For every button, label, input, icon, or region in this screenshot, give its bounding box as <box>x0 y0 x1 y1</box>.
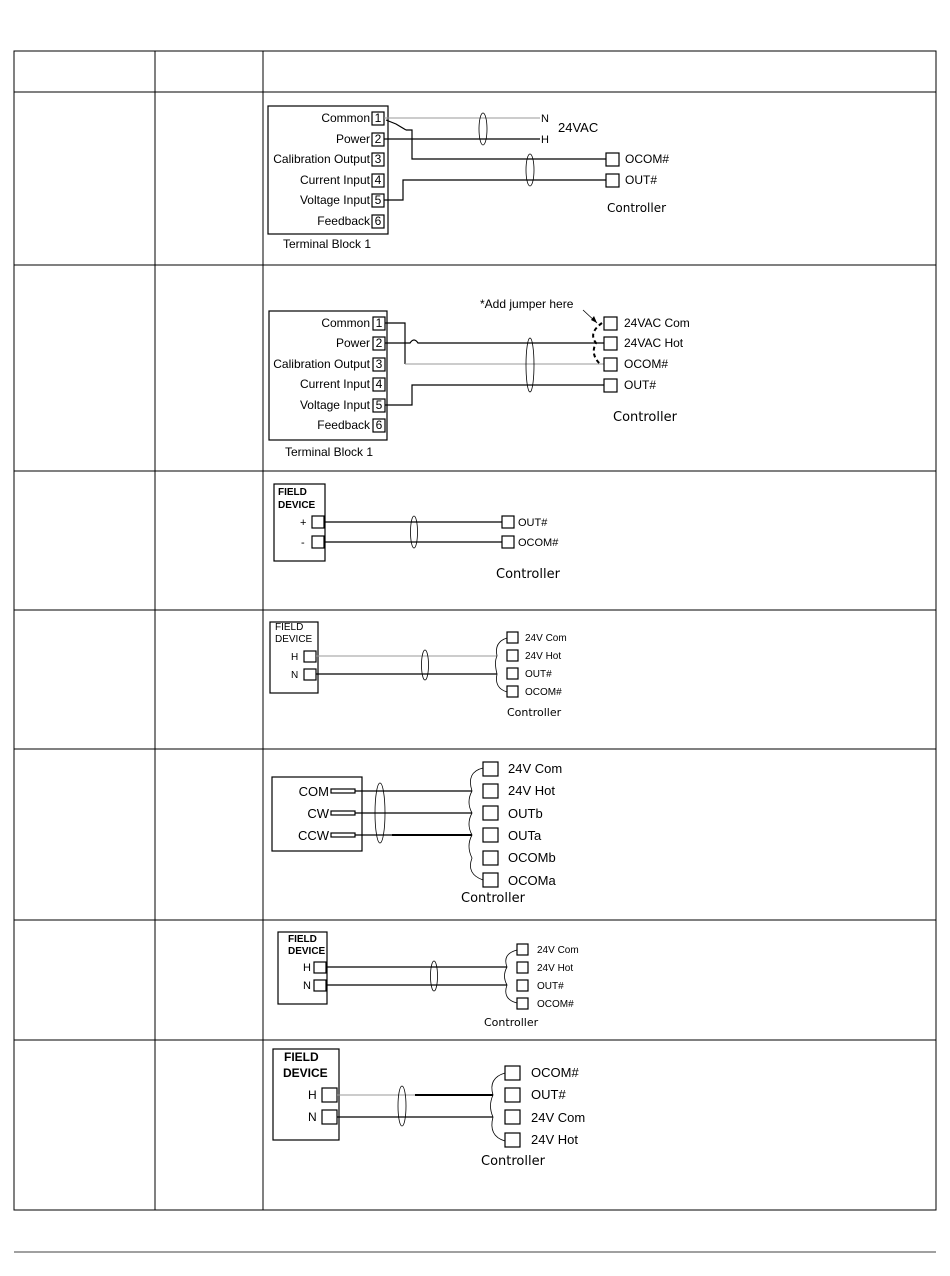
controller-terminal-label: OCOM# <box>624 357 669 371</box>
controller-label: Controller <box>507 706 562 719</box>
terminal-label: Current Input <box>299 377 370 391</box>
supply-label: 24VAC <box>558 120 599 135</box>
controller-label: Controller <box>613 410 677 425</box>
terminal-label: Calibration Output <box>273 152 370 166</box>
terminal-number: 2 <box>375 336 383 350</box>
block-label: Terminal Block 1 <box>285 445 374 459</box>
terminal-label: Feedback <box>317 418 370 432</box>
controller-terminal-label: OCOM# <box>531 1065 579 1080</box>
controller-terminal-label: OUT# <box>537 981 564 992</box>
controller-terminal-label: 24V Hot <box>525 651 562 662</box>
controller-terminal-label: 24VAC Com <box>624 316 690 330</box>
controller-terminal-label: OCOMa <box>508 873 556 888</box>
terminal-label: Voltage Input <box>299 398 370 412</box>
device-terminal-label: H <box>303 962 311 974</box>
terminal-label: Power <box>335 336 370 350</box>
controller-terminal-label: 24V Hot <box>508 783 555 798</box>
terminal-label: Voltage Input <box>299 193 370 207</box>
controller-label: Controller <box>481 1154 545 1169</box>
controller-terminal-label: OUTa <box>508 828 542 843</box>
terminal-label: Common <box>321 111 370 125</box>
controller-terminal-label: OUT# <box>518 517 548 529</box>
row-7-diagram <box>273 1049 585 1169</box>
device-terminal-label: - <box>301 537 305 549</box>
controller-terminal-label: 24V Com <box>537 945 579 956</box>
controller-label: Controller <box>496 567 560 582</box>
terminal-number: 1 <box>374 111 382 125</box>
block-label: Terminal Block 1 <box>283 237 372 251</box>
terminal-number: 4 <box>374 173 382 187</box>
controller-terminal-label: 24V Hot <box>531 1132 578 1147</box>
device-terminal-label: + <box>300 517 307 529</box>
controller-terminal-label: OUT# <box>624 378 657 392</box>
controller-terminal-label: OCOM# <box>537 999 574 1010</box>
terminal-label: Calibration Output <box>273 357 370 371</box>
terminal-number: 5 <box>374 193 382 207</box>
controller-label: Controller <box>484 1016 539 1029</box>
terminal-number: 2 <box>374 132 382 146</box>
terminal-number: 6 <box>374 214 382 228</box>
device-title: FIELD <box>284 1050 319 1064</box>
controller-terminal-label: OCOM# <box>525 687 562 698</box>
controller-terminal-label: OCOM# <box>518 537 559 549</box>
device-title: DEVICE <box>275 634 313 645</box>
controller-terminal-label: OUT# <box>531 1087 566 1102</box>
controller-terminal-label: 24V Com <box>531 1110 586 1125</box>
terminal-number: 3 <box>374 152 382 166</box>
device-title: FIELD <box>288 934 317 945</box>
table-grid <box>14 51 936 1210</box>
device-title: FIELD <box>278 487 307 498</box>
device-title: DEVICE <box>283 1066 328 1080</box>
terminal-number: 3 <box>375 357 383 371</box>
terminal-number: 4 <box>375 377 383 391</box>
device-title: DEVICE <box>278 500 316 511</box>
jumper-note: *Add jumper here <box>480 297 574 311</box>
controller-terminal-labels <box>531 1065 585 1147</box>
controller-terminal-label: 24V Hot <box>537 963 574 974</box>
terminal-number: 1 <box>375 316 383 330</box>
row-1-diagram <box>268 106 669 251</box>
controller-label: Controller <box>461 891 525 906</box>
device-title: DEVICE <box>288 946 326 957</box>
terminal-label: Current Input <box>299 173 370 187</box>
device-terminal-label: CCW <box>297 828 329 843</box>
row-6-diagram <box>278 932 579 1029</box>
supply-h-label: H <box>541 134 549 146</box>
terminal-label: Power <box>335 132 370 146</box>
terminal-label: Common <box>321 316 370 330</box>
controller-terminal-label: 24V Com <box>508 761 563 776</box>
device-terminal-label: N <box>291 670 299 681</box>
supply-n-label: N <box>541 113 549 125</box>
row-4-diagram <box>270 622 567 719</box>
terminal-number: 5 <box>375 398 383 412</box>
controller-terminal-label: OUT# <box>625 173 658 187</box>
controller-terminal-label: OUTb <box>508 806 543 821</box>
terminal-number: 6 <box>375 418 383 432</box>
controller-terminal-label: OCOMb <box>508 850 556 865</box>
device-terminal-label: N <box>308 1110 317 1124</box>
controller-terminal-label: OCOM# <box>625 152 670 166</box>
device-terminal-label: COM <box>298 784 329 799</box>
row-3-diagram <box>274 484 561 582</box>
device-terminal-label: H <box>308 1088 317 1102</box>
controller-label: Controller <box>607 201 667 215</box>
row-5-diagram <box>272 761 562 906</box>
device-terminal-label: CW <box>307 806 329 821</box>
terminal-label: Feedback <box>317 214 370 228</box>
controller-terminal-labels <box>508 761 562 888</box>
device-title: FIELD <box>275 622 304 633</box>
controller-terminal-label: 24V Com <box>525 633 567 644</box>
device-terminal-label: H <box>291 652 299 663</box>
device-terminal-label: N <box>303 980 311 992</box>
row-2-diagram <box>269 297 690 459</box>
controller-terminal-label: 24VAC Hot <box>624 336 684 350</box>
controller-terminal-label: OUT# <box>525 669 552 680</box>
